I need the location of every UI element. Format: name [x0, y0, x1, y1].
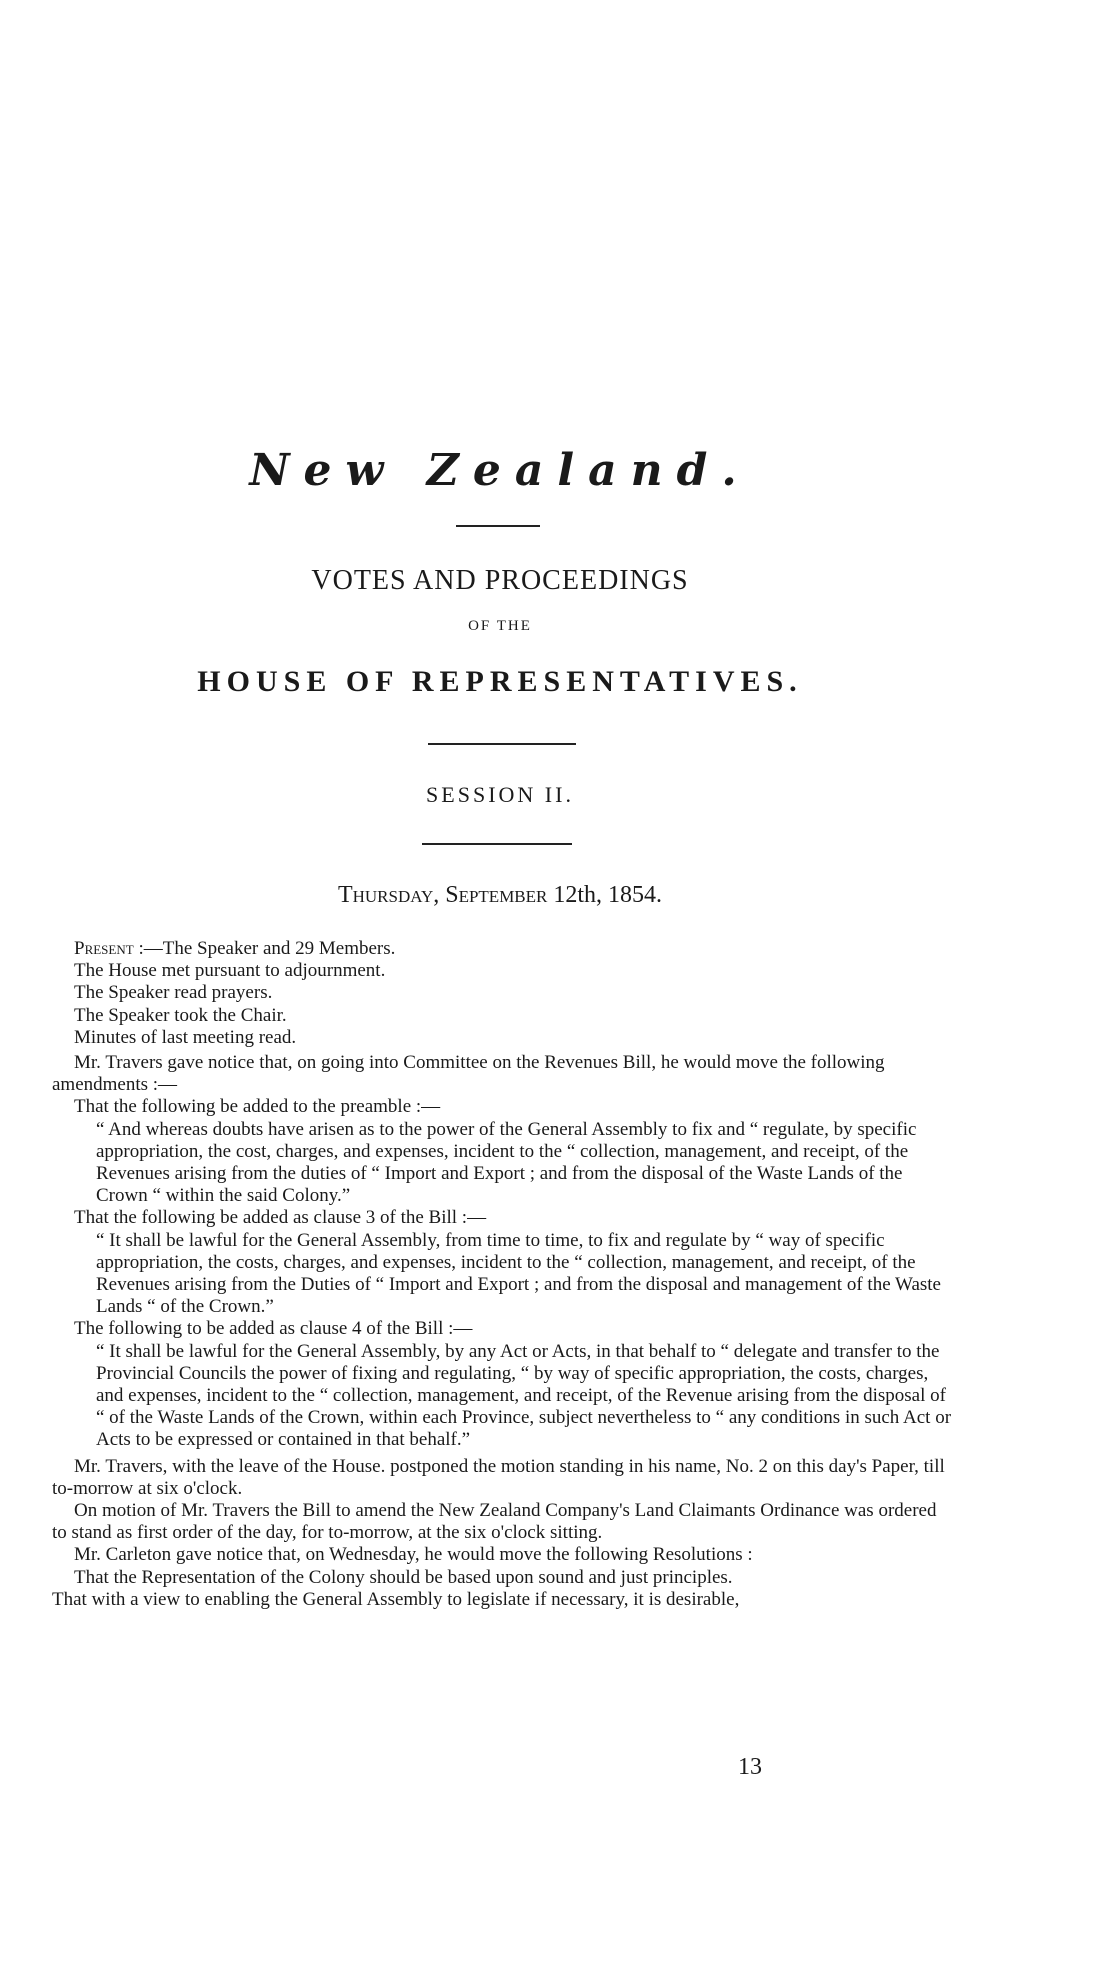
clause4-intro: The following to be added as clause 4 of the Bill :—: [74, 1318, 473, 1340]
preamble-quote: “ And whereas doubts have arisen as to the power of the General Assembly to fix and “ regulate, by specific appropriation, the cost, charges, and expenses, incident to the “ collection, management, and receipt, of the Revenues arising from the duties of “ Import and Export ; and from the disposal of the Waste Lands of the Crown “ within the said Colony.”: [96, 1118, 917, 1207]
title-line-of-the: OF THE: [468, 618, 532, 634]
title-line-house: HOUSE OF REPRESENTATIVES.: [197, 665, 803, 698]
session-label: SESSION II.: [426, 782, 574, 807]
preamble-intro: That the following be added to the preamble :—: [74, 1096, 441, 1118]
masthead-title: New Zealand.: [249, 445, 751, 496]
carleton-notice: Mr. Carleton gave notice that, on Wednesday, he would move the following Resolutions :: [74, 1544, 753, 1566]
intro-line: Minutes of last meeting read.: [74, 1026, 297, 1048]
resolution-1: That the Representation of the Colony should be based upon sound and just principles.: [74, 1566, 733, 1588]
intro-line: The Speaker read prayers.: [74, 982, 273, 1004]
land-claimants-motion: On motion of Mr. Travers the Bill to amend the New Zealand Company's Land Claimants Ordinance was ordered to stand as first order of the day, for to-morrow, at the six o'clock sitting.: [52, 1500, 937, 1544]
intro-line: The House met pursuant to adjournment.: [74, 960, 386, 982]
divider-rule: [428, 743, 576, 745]
page-number: 13: [738, 1754, 762, 1780]
clause4-quote: “ It shall be lawful for the General Assembly, by any Act or Acts, in that behalf to “ delegate and transfer to the Provincial Councils the power of fixing and regulating, “ by way of specific appropriation, the costs, charges, and expenses, incident to the “ collection, management, and receipt, of the Revenue arising from the disposal of “ of the Waste Lands of the Crown, within each Province, subject nevertheless to “ any conditions in such Act or Acts to be expressed or contained in that behalf.”: [96, 1340, 952, 1451]
travers-notice: Mr. Travers gave notice that, on going into Committee on the Revenues Bill, he would move the following amendments :—: [52, 1052, 885, 1096]
title-line-votes: VOTES AND PROCEEDINGS: [311, 565, 689, 596]
date-day-year: 12th, 1854.: [553, 882, 663, 908]
resolution-2: That with a view to enabling the General Assembly to legislate if necessary, it is desirable,: [52, 1588, 740, 1610]
divider-rule: [456, 525, 540, 527]
clause3-intro: That the following be added as clause 3 of the Bill :—: [74, 1207, 487, 1229]
present-line: Present :—The Speaker and 29 Members.: [74, 938, 396, 959]
divider-rule: [422, 843, 572, 845]
clause3-quote: “ It shall be lawful for the General Assembly, from time to time, to fix and regulate by “ way of specific appropriation, the costs, charges, and expenses, incident to the “ collection, management, and receipt, of the Revenues arising from the Duties of “ Import and Export ; and from the disposal and management of the Waste Lands “ of the Crown.”: [96, 1229, 941, 1318]
date-month: September: [445, 882, 548, 908]
intro-line: The Speaker took the Chair.: [74, 1004, 287, 1026]
travers-postponed: Mr. Travers, with the leave of the House. postponed the motion standing in his name, No. 2 on this day's Paper, till to-morrow at six o'clock.: [52, 1455, 945, 1499]
sitting-date: [0, 882, 1000, 909]
date-weekday: Thursday,: [337, 882, 440, 908]
proceedings-body: [52, 938, 954, 1611]
